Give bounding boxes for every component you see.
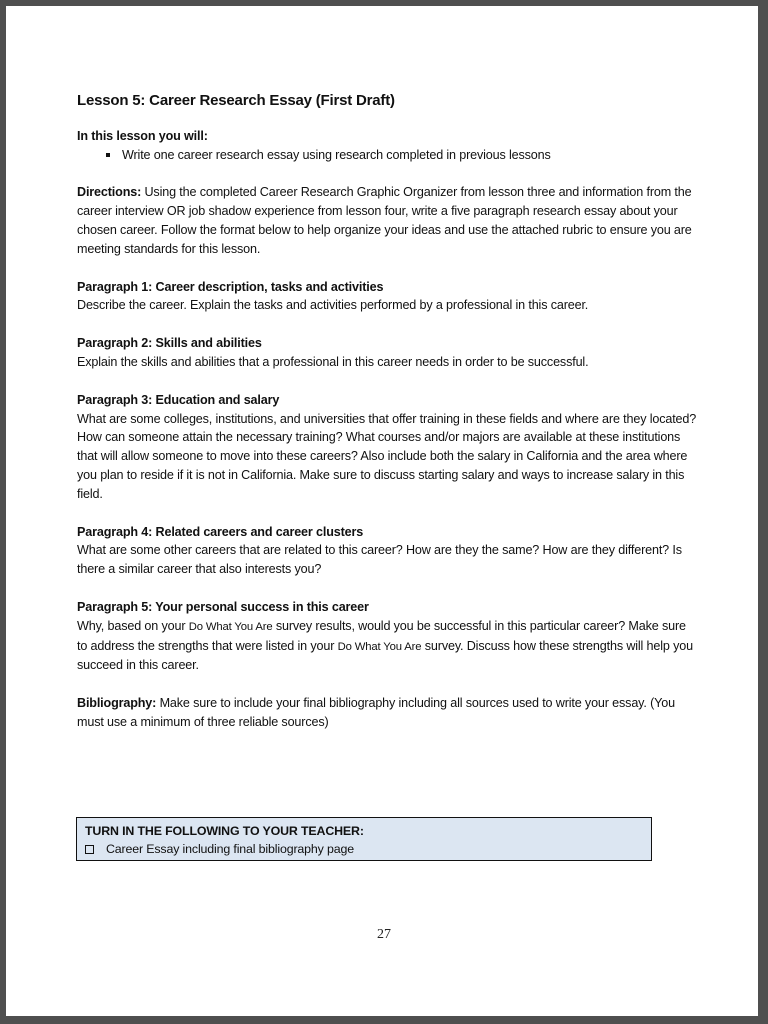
bibliography-paragraph	[77, 694, 697, 732]
page-number: 27	[377, 927, 391, 942]
directions-paragraph	[77, 183, 697, 258]
directions-label: Directions:	[77, 185, 142, 200]
paragraph-2-heading: Paragraph 2: Skills and abilities	[77, 336, 262, 351]
paragraph-1-heading: Paragraph 1: Career description, tasks and activities	[77, 279, 384, 294]
paragraph-4-heading: Paragraph 4: Related careers and career clusters	[77, 524, 364, 539]
bibliography-label: Bibliography:	[77, 696, 157, 711]
objectives-heading: In this lesson you will:	[77, 128, 208, 143]
turn-in-item	[85, 840, 651, 858]
paragraph-5-text-part1: Why, based on your	[77, 618, 189, 633]
turn-in-box	[76, 817, 652, 861]
turn-in-item-label: Career Essay including final bibliography page	[106, 842, 354, 856]
paragraph-5-text	[77, 617, 697, 675]
objective-item	[77, 146, 697, 165]
survey-name: Do What You Are	[337, 640, 422, 653]
survey-name: Do What You Are	[188, 620, 273, 633]
paragraph-5-text-part2: survey results, would you be successful in this particular career? Make sure to address the strengths that were listed in your	[77, 618, 686, 653]
checkbox-icon[interactable]	[85, 845, 94, 854]
paragraph-3-heading: Paragraph 3: Education and salary	[77, 392, 280, 407]
directions-text: Using the completed Career Research Graphic Organizer from lesson three and information from the career interview OR job shadow experience from lesson four, write a five paragraph research essay about your chosen career. Follow the format below to help organize your ideas and use the attached rubric to ensure you are meeting standards for this lesson.	[77, 185, 692, 256]
objective-text: Write one career research essay using research completed in previous lessons	[122, 147, 551, 162]
paragraph-4-text: What are some other careers that are related to this career? How are they the same? How are they different? Is there a similar career that also interests you?	[77, 543, 682, 577]
lesson-title: Lesson 5: Career Research Essay (First Draft)	[77, 92, 395, 109]
paragraph-5-text-part3: survey. Discuss how these strengths will help you succeed in this career.	[77, 638, 693, 673]
paragraph-1-text: Describe the career. Explain the tasks and activities performed by a professional in this career.	[77, 298, 589, 313]
objectives-list	[77, 146, 697, 165]
paragraph-3-text: What are some colleges, institutions, and universities that offer training in these fields and where are they located? How can someone attain the necessary training? What courses and/or majors are available at these institutions that will allow someone to move into these careers? Also include both the salary in California and the area where you plan to reside if it is not in California. Make sure to discuss starting salary and ways to increase salary in this field.	[77, 411, 697, 501]
turn-in-title: TURN IN THE FOLLOWING TO YOUR TEACHER:	[85, 824, 364, 838]
document-content	[77, 92, 697, 732]
bullet-icon	[106, 153, 110, 157]
paragraph-5-heading: Paragraph 5: Your personal success in this career	[77, 599, 369, 614]
paragraph-2-text: Explain the skills and abilities that a professional in this career needs in order to be successful.	[77, 354, 589, 369]
bibliography-text: Make sure to include your final bibliography including all sources used to write your essay. (You must use a minimum of three reliable sources)	[77, 696, 675, 729]
